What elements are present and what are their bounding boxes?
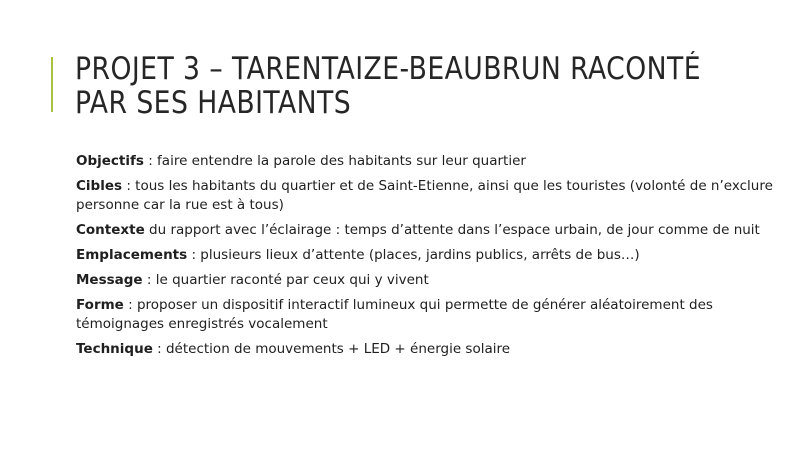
item-label: Objectifs [76,153,144,169]
item-text: : proposer un dispositif interactif lumineux qui permette de générer aléatoirement des témoignages enregistrés vocalement [76,297,713,332]
item-text: : tous les habitants du quartier et de Saint-Etienne, ainsi que les touristes (volonté de n’exclure personne car la rue est à tous) [76,178,773,213]
item-label: Message [76,272,143,288]
title-accent-bar [51,57,53,112]
item-label: Technique [76,341,153,357]
item-objectifs [76,152,776,171]
item-label: Forme [76,297,124,313]
item-label: Contexte [76,222,145,238]
item-text: : détection de mouvements + LED + énergie solaire [152,341,511,357]
item-text: du rapport avec l’éclairage : temps d’attente dans l’espace urbain, de jour comme de nuit [144,222,760,238]
item-label: Emplacements [76,247,188,263]
item-text: : plusieurs lieux d’attente (places, jardins publics, arrêts de bus…) [187,247,640,263]
item-technique [76,340,776,359]
slide-title [75,51,702,121]
item-cibles [76,177,776,215]
item-text: : faire entendre la parole des habitants sur leur quartier [143,153,526,169]
item-emplacements [76,246,776,265]
item-label: Cibles [76,178,123,194]
item-contexte [76,221,776,240]
slide-title-line-2: PAR SES HABITANTS [75,85,352,121]
item-text: : le quartier raconté par ceux qui y vivent [142,272,429,288]
item-message [76,271,776,290]
slide-title-line-1: PROJET 3 – TARENTAIZE-BEAUBRUN RACONTÉ [75,51,702,87]
item-forme [76,296,776,334]
slide-content [76,152,776,365]
